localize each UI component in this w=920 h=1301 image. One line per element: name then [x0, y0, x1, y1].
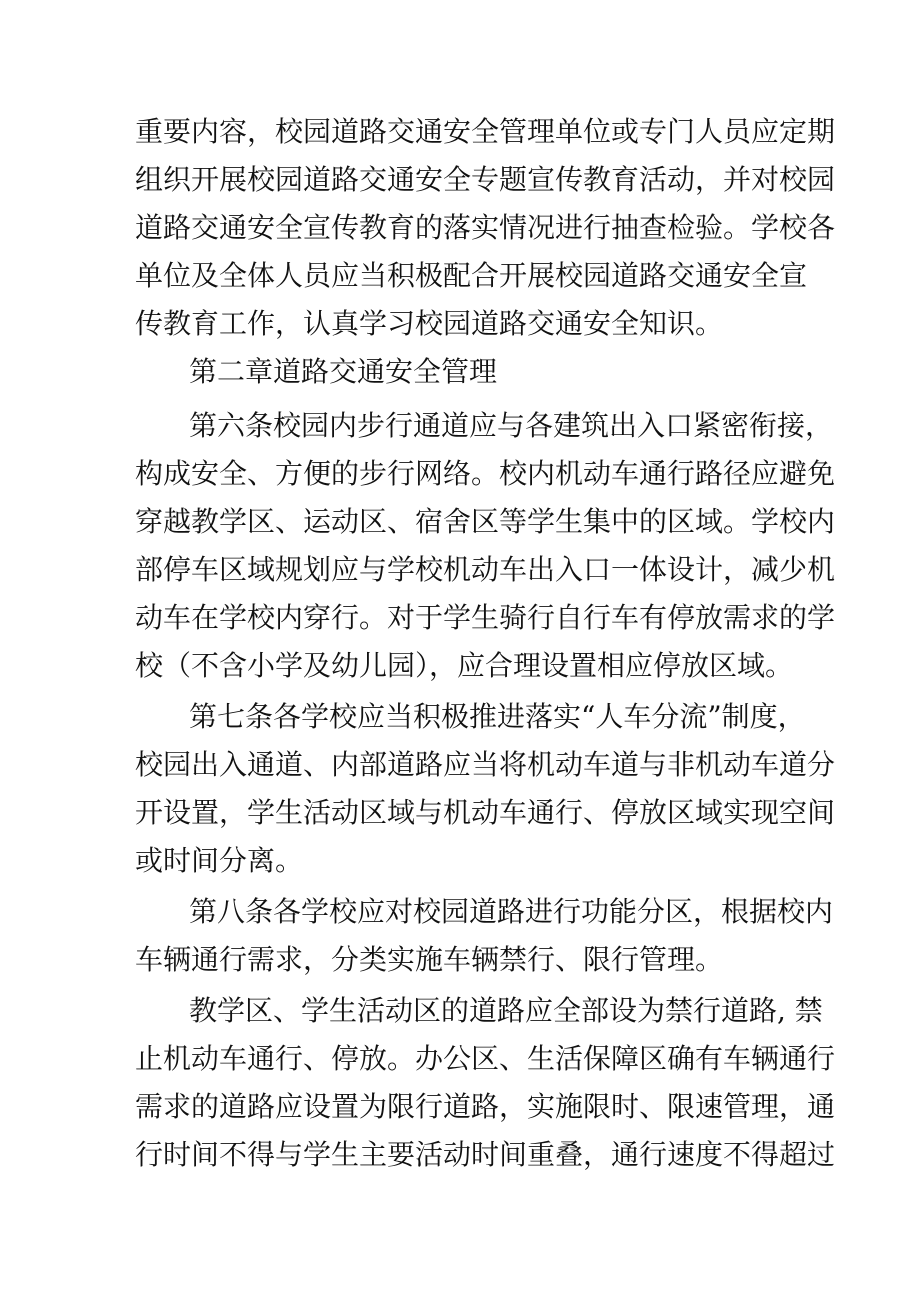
text-line: 止机动车通行、停放。办公区、生活保障区确有车辆通行: [135, 1042, 836, 1075]
text-line: 开设置，学生活动区域与机动车通行、停放区域实现空间: [135, 796, 836, 829]
text-line: 教学区、学生活动区的道路应全部设为禁行道路, 禁: [189, 994, 823, 1027]
text-line: 动车在学校内穿行。对于学生骑行自行车有停放需求的学: [135, 601, 836, 634]
text-line: 道路交通安全宣传教育的落实情况进行抽查检验。学校各: [135, 211, 836, 244]
text-line: 穿越教学区、运动区、宿舍区等学生集中的区域。学校内: [135, 505, 836, 538]
text-line: 行时间不得与学生主要活动时间重叠，通行速度不得超过: [135, 1138, 836, 1171]
text-line: 第七条各学校应当积极推进落实“人车分流”制度，: [189, 700, 806, 733]
text-line: 需求的道路应设置为限行道路，实施限时、限速管理，通: [135, 1090, 836, 1123]
text-line: 第八条各学校应对校园道路进行功能分区，根据校内: [189, 895, 834, 928]
text-line: 构成安全、方便的步行网络。校内机动车通行路径应避免: [135, 457, 836, 490]
chapter-heading: 第二章道路交通安全管理: [189, 355, 498, 388]
text-line: 或时间分离。: [135, 844, 304, 877]
text-line: 校（不含小学及幼儿园），应合理设置相应停放区域。: [135, 649, 794, 682]
text-line: 单位及全体人员应当积极配合开展校园道路交通安全宣: [135, 259, 808, 292]
text-line: 第六条校园内步行通道应与各建筑出入口紧密衔接，: [189, 409, 834, 442]
text-line: 传教育工作，认真学习校园道路交通安全知识。: [135, 307, 724, 340]
text-line: 重要内容，校园道路交通安全管理单位或专门人员应定期: [135, 115, 836, 148]
text-line: 组织开展校园道路交通安全专题宣传教育活动，并对校园: [135, 163, 836, 196]
text-line: 部停车区域规划应与学校机动车出入口一体设计，减少机: [135, 553, 836, 586]
text-line: 校园出入通道、内部道路应当将机动车道与非机动车道分: [135, 748, 836, 781]
text-line: 车辆通行需求，分类实施车辆禁行、限行管理。: [135, 943, 724, 976]
